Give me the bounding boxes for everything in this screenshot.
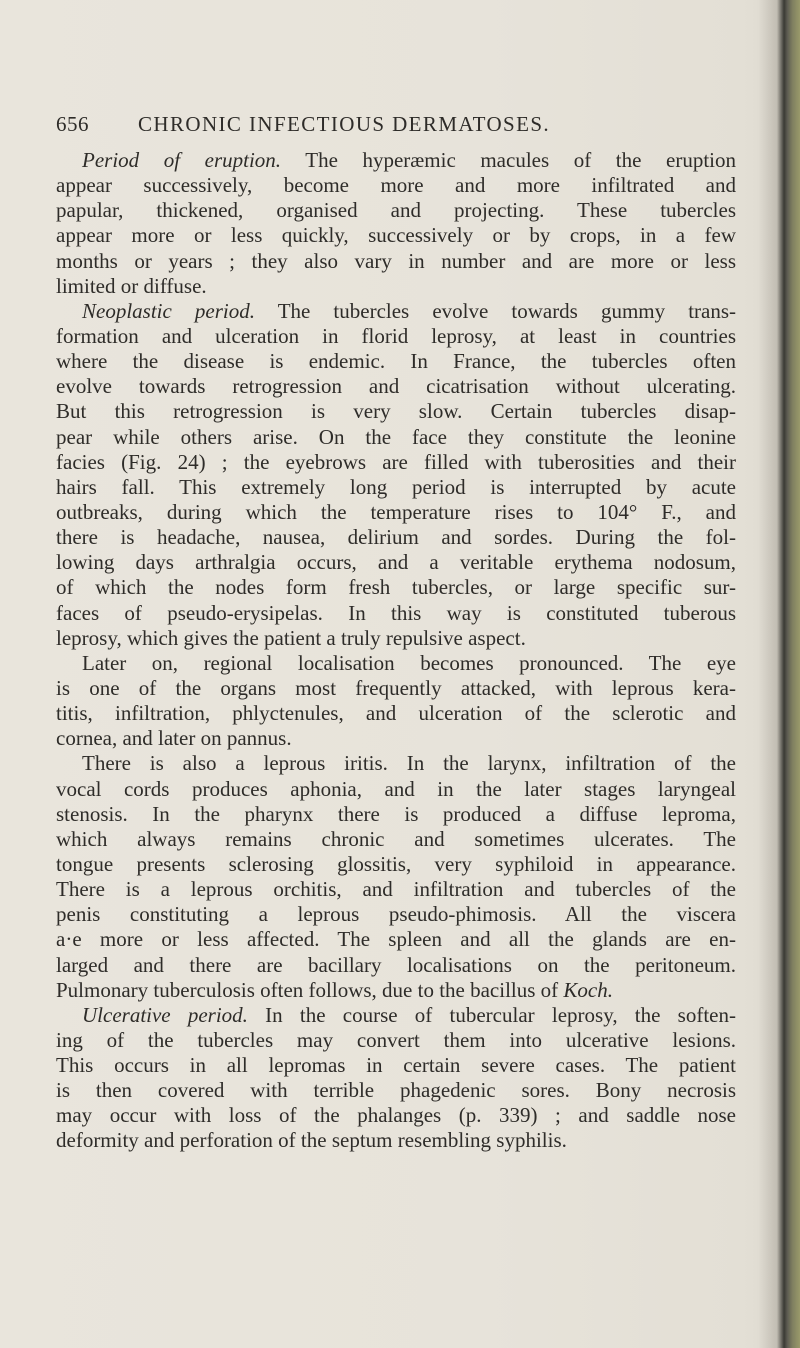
line-text: Pulmonary tuberculosis often follows, due to the bacillus of	[56, 977, 564, 1002]
line-text: lowing days arthralgia occurs, and a veritable erythema nodosum,	[56, 550, 736, 575]
line-text: The tubercles evolve towards gummy trans-	[255, 298, 737, 323]
text-line	[56, 676, 736, 701]
line-text: faces of pseudo-erysipelas. In this way is constituted tuberous	[56, 600, 736, 625]
line-text: where the disease is endemic. In France, the tubercles often	[56, 349, 736, 374]
text-line	[56, 751, 736, 776]
text-line	[56, 223, 736, 248]
text-line	[56, 349, 736, 374]
text-line	[56, 827, 736, 852]
book-binding-shadow	[758, 0, 800, 1348]
line-text: But this retrogression is very slow. Certain tubercles disap-	[56, 399, 736, 424]
line-text: This occurs in all lepromas in certain severe cases. The patient	[56, 1053, 736, 1078]
text-line	[56, 953, 736, 978]
text-line	[56, 852, 736, 877]
text-line	[56, 374, 736, 399]
line-text: In the course of tubercular leprosy, the soften-	[247, 1002, 736, 1027]
line-text: appear successively, become more and more infiltrated and	[56, 173, 736, 198]
line-text: is one of the organs most frequently attacked, with leprous kera-	[56, 675, 736, 700]
text-line	[56, 249, 736, 274]
line-text: there is headache, nausea, delirium and sordes. During the fol-	[56, 525, 736, 550]
line-text: vocal cords produces aphonia, and in the later stages laryngeal	[56, 776, 736, 801]
text-line	[56, 274, 736, 299]
line-text: cornea, and later on pannus.	[56, 726, 292, 751]
text-line	[56, 399, 736, 424]
text-line	[56, 148, 736, 173]
section-heading: Period of eruption.	[82, 148, 282, 172]
text-line	[56, 173, 736, 198]
line-text: ing of the tubercles may convert them into ulcerative lesions.	[56, 1027, 736, 1052]
line-text: larged and there are bacillary localisations on the peritoneum.	[56, 952, 736, 977]
page-header	[56, 112, 716, 140]
line-text: deformity and perforation of the septum resembling syphilis.	[56, 1128, 567, 1153]
line-text: of which the nodes form fresh tubercles, or large specific sur-	[56, 575, 736, 600]
line-text: stenosis. In the pharynx there is produced a diffuse leproma,	[56, 801, 736, 826]
line-text: is then covered with terrible phagedenic sores. Bony necrosis	[56, 1078, 736, 1103]
line-text: facies (Fig. 24) ; the eyebrows are filled with tuberosities and their	[56, 449, 736, 474]
line-text: tongue presents sclerosing glossitis, very syphiloid in appearance.	[56, 851, 736, 876]
line-text: pear while others arise. On the face they constitute the leonine	[56, 424, 736, 449]
line-text: penis constituting a leprous pseudo-phimosis. All the viscera	[56, 902, 736, 927]
text-line	[56, 726, 736, 751]
line-text: The hyperæmic macules of the eruption	[281, 148, 736, 172]
text-line	[56, 324, 736, 349]
line-text: formation and ulceration in florid leprosy, at least in countries	[56, 323, 736, 348]
line-text: papular, thickened, organised and projecting. These tubercles	[56, 198, 736, 223]
text-line	[56, 575, 736, 600]
text-line	[56, 525, 736, 550]
text-line	[56, 701, 736, 726]
text-line	[56, 651, 736, 676]
text-line	[56, 425, 736, 450]
text-line	[56, 978, 736, 1003]
body-text	[56, 148, 736, 1154]
text-line	[56, 500, 736, 525]
line-text: There is a leprous orchitis, and infiltration and tubercles of the	[56, 877, 736, 902]
section-heading: Neoplastic period.	[82, 298, 255, 323]
line-text: may occur with loss of the phalanges (p. 339) ; and saddle nose	[56, 1103, 736, 1128]
line-text: appear more or less quickly, successively or by crops, in a few	[56, 223, 736, 248]
text-line	[56, 1028, 736, 1053]
line-text: which always remains chronic and sometimes ulcerates. The	[56, 826, 736, 851]
section-heading: Ulcerative period.	[82, 1002, 248, 1027]
line-text: titis, infiltration, phlyctenules, and ulceration of the sclerotic and	[56, 701, 736, 726]
line-text: outbreaks, during which the temperature rises to 104° F., and	[56, 499, 736, 524]
text-line	[56, 626, 736, 651]
text-line	[56, 1103, 736, 1128]
text-line	[56, 777, 736, 802]
line-text: hairs fall. This extremely long period is interrupted by acute	[56, 474, 736, 499]
text-line	[56, 927, 736, 952]
text-line	[56, 1053, 736, 1078]
text-line	[56, 299, 736, 324]
text-line	[56, 1128, 736, 1153]
text-line	[56, 877, 736, 902]
line-text: limited or diffuse.	[56, 273, 207, 298]
text-line	[56, 902, 736, 927]
italic-term: Koch.	[563, 977, 613, 1002]
text-line	[56, 601, 736, 626]
text-line	[56, 550, 736, 575]
text-line	[56, 1003, 736, 1028]
running-title: CHRONIC INFECTIOUS DERMATOSES.	[138, 112, 551, 136]
page-number: 656	[56, 112, 89, 136]
line-text: months or years ; they also vary in number and are more or less	[56, 248, 736, 273]
text-line	[56, 475, 736, 500]
line-text: leprosy, which gives the patient a truly repulsive aspect.	[56, 625, 526, 650]
text-line	[56, 450, 736, 475]
line-text: Later on, regional localisation becomes pronounced. The eye	[82, 650, 736, 675]
text-line	[56, 198, 736, 223]
text-line	[56, 1078, 736, 1103]
line-text: a·e more or less affected. The spleen and all the glands are en-	[56, 927, 736, 952]
line-text: There is also a leprous iritis. In the larynx, infiltration of the	[82, 751, 736, 776]
text-line	[56, 802, 736, 827]
line-text: evolve towards retrogression and cicatrisation without ulcerating.	[56, 374, 736, 399]
